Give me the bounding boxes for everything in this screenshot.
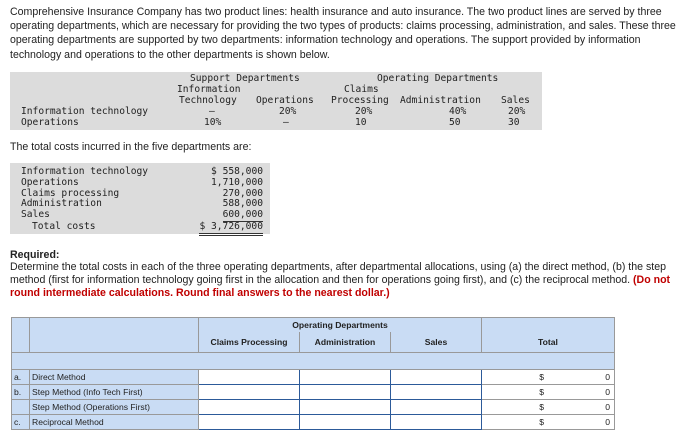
step-ops-sales-input[interactable] <box>391 399 482 414</box>
header-operating-departments-answer: Operating Departments <box>199 318 482 333</box>
row-letter: a. <box>12 369 30 384</box>
reciprocal-total: 0 <box>548 414 615 429</box>
direct-currency: $ <box>482 369 549 384</box>
step-ops-claims-input[interactable] <box>199 399 300 414</box>
step-it-currency: $ <box>482 384 549 399</box>
required-text <box>10 261 694 301</box>
direct-claims-input[interactable] <box>199 369 300 384</box>
answer-table <box>11 317 615 430</box>
row-ops-sales: 30 <box>508 117 520 128</box>
step-it-admin-input[interactable] <box>300 384 391 399</box>
row-ops-it: 10% <box>204 117 222 128</box>
costs-heading: The total costs incurred in the five departments are: <box>10 141 252 153</box>
problem-intro: Comprehensive Insurance Company has two product lines: health insurance and auto insurance. The two product lines are served by three operating departments, which are necessary for providing the two types of products: claims processing, administration, and sales. These three operating departments are supported by two departments: information technology and operations. The support provided by information technology and operations to the other departments is shown below. <box>10 6 676 61</box>
row-it-label: Information technology <box>21 106 149 117</box>
row-ops-ops: – <box>283 117 289 128</box>
cost-value-claims: 270,000 <box>222 188 263 199</box>
row-letter: c. <box>12 414 30 429</box>
cost-value-total: $ 3,726,000 <box>199 222 263 236</box>
required-note: (Do not round intermediate calculations. Round final answers to the nearest dollar.) <box>10 274 671 300</box>
row-it-admin: 40% <box>449 106 467 117</box>
row-label-direct: Direct Method <box>30 369 199 384</box>
cost-value-operations: 1,710,000 <box>211 177 263 188</box>
required-title: Required: <box>10 249 60 261</box>
header-sales: Sales <box>391 332 482 352</box>
cost-label-sales: Sales <box>21 209 50 220</box>
step-it-sales-input[interactable] <box>391 384 482 399</box>
row-label-step-it: Step Method (Info Tech First) <box>30 384 199 399</box>
header-total: Total <box>482 332 615 352</box>
row-letter <box>12 399 30 414</box>
header-operating-departments: Operating Departments <box>377 73 499 84</box>
row-it-sales: 20% <box>508 106 526 117</box>
cost-value-admin: 588,000 <box>222 198 263 209</box>
reciprocal-claims-input[interactable] <box>199 414 300 429</box>
header-claims-processing: Claims Processing <box>199 332 300 352</box>
table-row <box>12 384 615 399</box>
reciprocal-admin-input[interactable] <box>300 414 391 429</box>
row-ops-admin: 50 <box>449 117 461 128</box>
row-ops-label: Operations <box>21 117 79 128</box>
table-row <box>12 399 615 414</box>
blank-corner <box>12 318 30 333</box>
direct-sales-input[interactable] <box>391 369 482 384</box>
step-it-claims-input[interactable] <box>199 384 300 399</box>
cost-value-it: $ 558,000 <box>211 166 263 177</box>
reciprocal-currency: $ <box>482 414 549 429</box>
col-claims-line2: Processing <box>331 95 389 106</box>
required-body: Determine the total costs in each of the three operating departments, after departmental allocations, using (a) the direct method, (b) the step method (first for information technology going first in the allocation and then for operations going first), and (c) the reciprocal method. <box>10 261 666 287</box>
row-letter: b. <box>12 384 30 399</box>
row-label-step-ops: Step Method (Operations First) <box>30 399 199 414</box>
col-administration: Administration <box>400 95 481 106</box>
direct-admin-input[interactable] <box>300 369 391 384</box>
cost-label-admin: Administration <box>21 198 102 209</box>
cost-label-claims: Claims processing <box>21 188 120 199</box>
step-ops-admin-input[interactable] <box>300 399 391 414</box>
col-it-line1: Information <box>177 84 241 95</box>
row-ops-claims: 10 <box>355 117 367 128</box>
row-it-it: – <box>209 106 215 117</box>
step-ops-total: 0 <box>548 399 615 414</box>
col-operations: Operations <box>256 95 314 106</box>
header-support-departments: Support Departments <box>190 73 300 84</box>
reciprocal-sales-input[interactable] <box>391 414 482 429</box>
header-administration: Administration <box>300 332 391 352</box>
col-it-line2: Technology <box>179 95 237 106</box>
row-label-reciprocal: Reciprocal Method <box>30 414 199 429</box>
direct-total: 0 <box>548 369 615 384</box>
cost-label-total: Total costs <box>32 221 96 232</box>
step-ops-currency: $ <box>482 399 549 414</box>
table-row <box>12 369 615 384</box>
cost-value-sales: 600,000 <box>222 209 263 220</box>
step-it-total: 0 <box>548 384 615 399</box>
col-claims-line1: Claims <box>344 84 379 95</box>
cost-label-it: Information technology <box>21 166 149 177</box>
col-sales: Sales <box>501 95 530 106</box>
row-it-ops: 20% <box>279 106 297 117</box>
table-row <box>12 414 615 429</box>
row-it-claims: 20% <box>355 106 373 117</box>
cost-label-operations: Operations <box>21 177 79 188</box>
